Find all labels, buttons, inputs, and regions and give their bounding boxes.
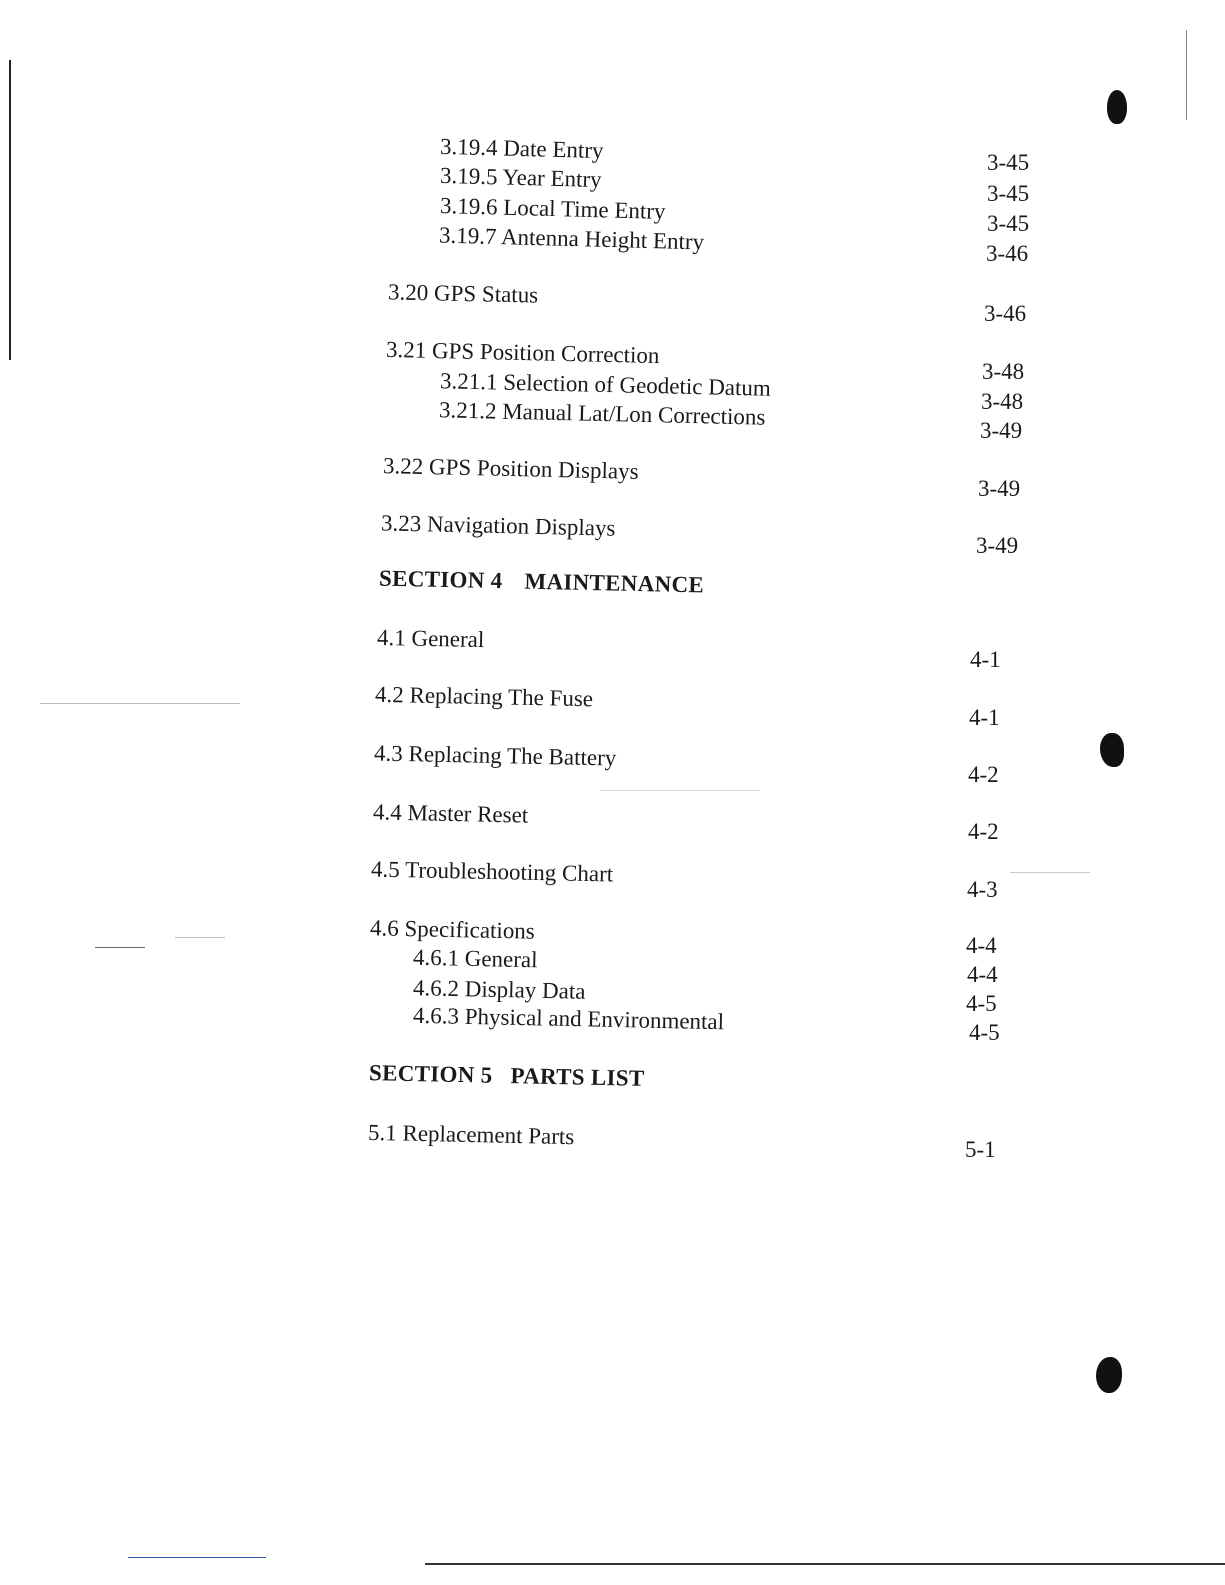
- toc-entry-4-6: 4.6 Specifications: [369, 915, 536, 944]
- toc-page-3-20: 3-46: [984, 301, 1027, 326]
- toc-page-4-6: 4-4: [966, 933, 997, 958]
- toc-entry-4-1: 4.1 General: [376, 624, 485, 653]
- toc-page-3-21: 3-48: [982, 359, 1025, 384]
- toc-entry-4-6-2: 4.6.2 Display Data: [412, 975, 586, 1004]
- section-number-5: SECTION 5: [368, 1060, 493, 1088]
- toc-page-4-2: 4-1: [969, 705, 1000, 730]
- toc-page-3-19-4: 3-45: [987, 150, 1030, 175]
- toc-entry-3-19-4: 3.19.4 Date Entry: [439, 133, 604, 164]
- toc-entry-3-19-7: 3.19.7 Antenna Height Entry: [438, 222, 705, 255]
- toc-page-4-4: 4-2: [968, 819, 999, 844]
- toc-page-3-23: 3-49: [976, 533, 1019, 558]
- toc-page-4-6-2: 4-5: [966, 991, 997, 1016]
- toc-entry-4-6-3: 4.6.3 Physical and Environmental: [412, 1002, 725, 1035]
- toc-page-5-1: 5-1: [965, 1137, 996, 1162]
- toc-page-3-21-2: 3-49: [980, 418, 1023, 443]
- toc-page-3-19-5: 3-45: [987, 181, 1030, 206]
- toc-page-4-6-3: 4-5: [969, 1020, 1000, 1045]
- section-title-5: PARTS LIST: [510, 1063, 645, 1091]
- toc-entry-4-3: 4.3 Replacing The Battery: [373, 740, 617, 771]
- toc-entry-4-4: 4.4 Master Reset: [372, 799, 529, 828]
- section-heading-5: [369, 1060, 645, 1092]
- toc-entry-3-20: 3.20 GPS Status: [387, 279, 539, 308]
- toc-entry-4-2: 4.2 Replacing The Fuse: [374, 681, 594, 712]
- toc-entry-4-6-1: 4.6.1 General: [412, 944, 538, 973]
- toc-page-3-19-6: 3-45: [987, 211, 1030, 236]
- toc-page-3-19-7: 3-46: [986, 241, 1029, 266]
- toc-entry-4-5: 4.5 Troubleshooting Chart: [370, 856, 614, 887]
- toc-entry-3-21-1: 3.21.1 Selection of Geodetic Datum: [439, 368, 772, 401]
- toc-page-3-22: 3-49: [978, 476, 1021, 501]
- toc-entry-3-19-5: 3.19.5 Year Entry: [439, 162, 602, 193]
- toc-page-4-3: 4-2: [968, 762, 999, 787]
- toc-entry-3-19-6: 3.19.6 Local Time Entry: [439, 193, 666, 224]
- toc-page-4-1: 4-1: [970, 647, 1001, 672]
- section-heading-4: [379, 566, 705, 599]
- toc-page-4-6-1: 4-4: [967, 962, 998, 987]
- toc-page-3-21-1: 3-48: [981, 389, 1024, 414]
- section-title-4: MAINTENANCE: [524, 568, 705, 598]
- section-number-4: SECTION 4: [378, 565, 503, 594]
- toc-entry-3-22: 3.22 GPS Position Displays: [382, 453, 639, 484]
- toc-entry-3-21-2: 3.21.2 Manual Lat/Lon Corrections: [438, 397, 766, 430]
- toc-entry-3-23: 3.23 Navigation Displays: [380, 510, 616, 541]
- toc-entry-3-21: 3.21 GPS Position Correction: [385, 336, 660, 369]
- toc-page-4-5: 4-3: [967, 877, 998, 902]
- toc-entry-5-1: 5.1 Replacement Parts: [367, 1119, 575, 1150]
